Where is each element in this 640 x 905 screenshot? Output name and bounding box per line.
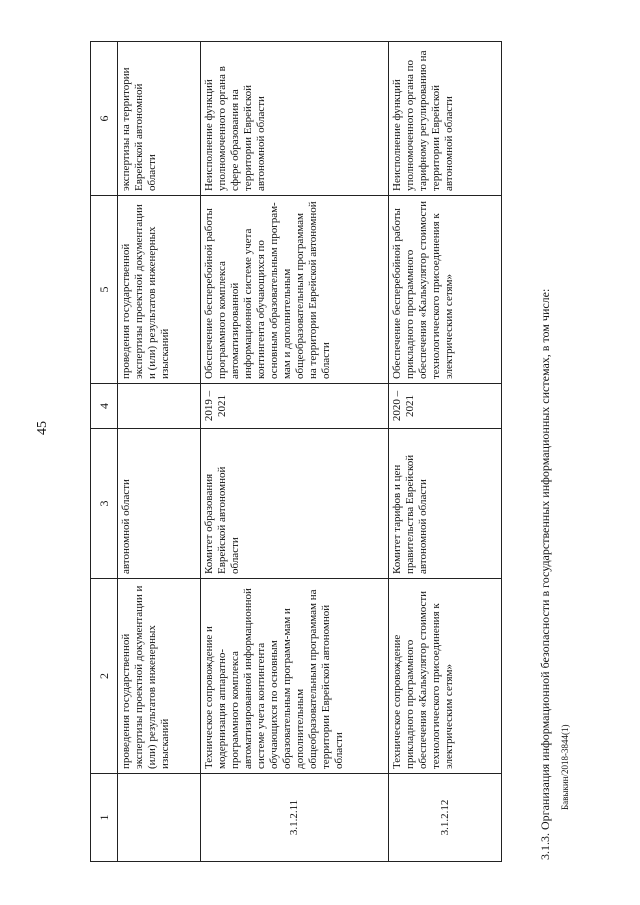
header-cell: 2 — [91, 579, 118, 774]
table-row — [201, 42, 389, 862]
years-cell: 2019 – 2021 — [201, 384, 389, 429]
row-number — [118, 774, 201, 862]
goal-cell: проведения государственной экспертизы проектной документации и (или) результатов инженерных изысканий — [118, 196, 201, 384]
activity-cell: Техническое сопровождение прикладного программного обеспечения «Калькулятор стоимости технологического присоединения к электрическим сетям» — [389, 579, 502, 774]
program-table — [90, 42, 502, 862]
goal-cell: Обеспечение бесперебойной работы программного комплекса автоматизированной информационной системе учета контингента обучающихся по основным образовательным програм-мам и дополнительным общеобразовательным программам на территории Еврейской автономной области — [201, 196, 389, 384]
activity-cell: проведения государственной экспертизы проектной документации и (или) результатов инженерных изысканий — [118, 579, 201, 774]
goal-cell: Обеспечение бесперебойной работы прикладного программного обеспечения «Калькулятор стоимости технологического присоединения к электрическим сетям» — [389, 196, 502, 384]
header-cell: 3 — [91, 429, 118, 579]
executor-cell: Комитет образования Еврейской автономной области — [201, 429, 389, 579]
consequence-cell: экспертизы на территории Еврейской автономной области — [118, 42, 201, 196]
years-cell — [118, 384, 201, 429]
years-cell: 2020 – 2021 — [389, 384, 502, 429]
document-id: Бавыкин/2018-3844(1) — [560, 724, 570, 810]
row-number: 3.1.2.11 — [201, 774, 389, 862]
header-cell: 6 — [91, 42, 118, 196]
table-header-row — [91, 42, 118, 862]
activity-cell: Техническое сопровождение и модернизация аппаратно-программного комплекса автоматизированной информационной системе учета контингента обучающихся по основным образовательным программ-мам и дополнительным общеобразовательным программам на территории Еврейской автономной области — [201, 579, 389, 774]
header-cell: 5 — [91, 196, 118, 384]
executor-cell: Комитет тарифов и цен правительства Еврейской автономной области — [389, 429, 502, 579]
page-number: 45 — [35, 421, 50, 435]
header-cell: 4 — [91, 384, 118, 429]
section-heading: 3.1.3. Организация информационной безопасности в государственных информационных системах, в том числе: — [538, 288, 552, 860]
table-row — [118, 42, 201, 862]
row-number: 3.1.2.12 — [389, 774, 502, 862]
table-row — [389, 42, 502, 862]
consequence-cell: Неисполнение функций уполномоченного органа по тарифному регулированию на территории Еврейской автономной области — [389, 42, 502, 196]
executor-cell: автономной области — [118, 429, 201, 579]
header-cell: 1 — [91, 774, 118, 862]
consequence-cell: Неисполнение функций уполномоченного органа в сфере образования на территории Еврейской автономной области — [201, 42, 389, 196]
